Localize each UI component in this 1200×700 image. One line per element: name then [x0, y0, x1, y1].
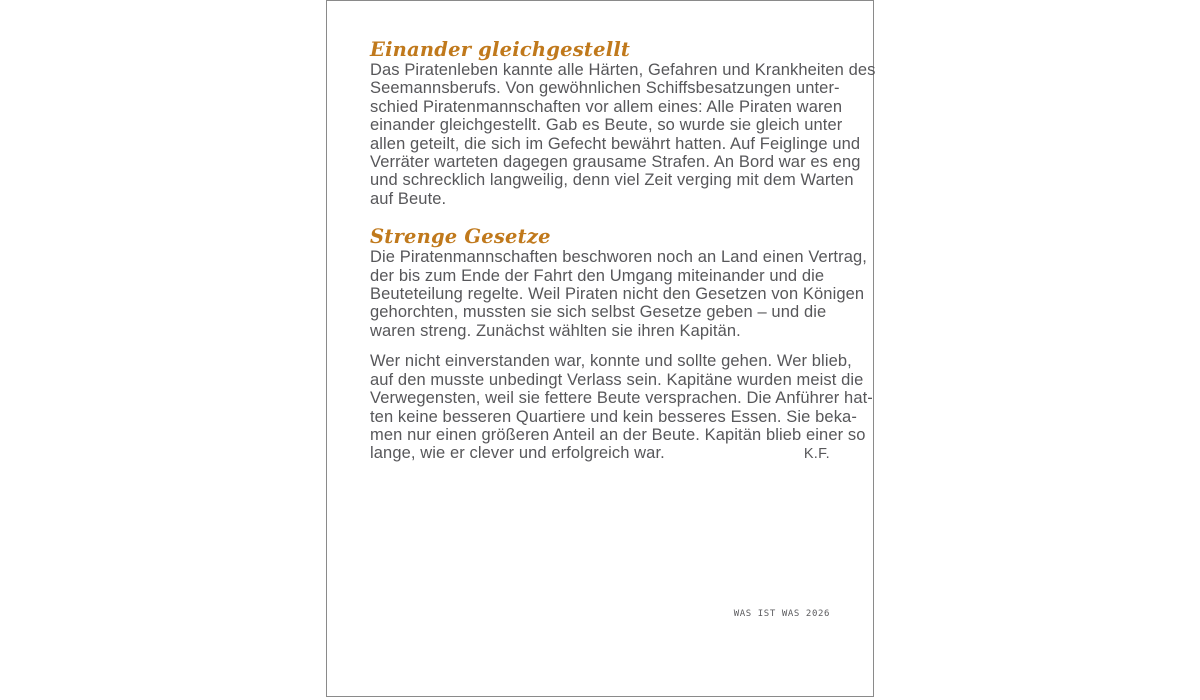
text-line: und schrecklich langweilig, denn viel Zeit verging mit dem Warten	[370, 171, 854, 190]
text-line: lange, wie er clever und erfolgreich war.	[370, 444, 665, 463]
text-line: gehorchten, mussten sie sich selbst Gesetze geben – und die	[370, 303, 827, 322]
section-heading: Einander gleichgestellt	[370, 38, 631, 61]
text-line: Beuteteilung regelte. Weil Piraten nicht den Gesetzen von Königen	[370, 285, 865, 304]
section-heading: Strenge Gesetze	[370, 225, 551, 249]
section-equal-rights	[370, 38, 876, 208]
text-line: Verräter warteten dagegen grausame Strafen. An Bord war es eng	[370, 153, 861, 172]
last-line-row	[370, 444, 830, 463]
calendar-page	[326, 0, 874, 697]
text-line: schied Piratenmannschaften vor allem eines: Alle Piraten waren	[370, 97, 843, 116]
text-line: Seemannsberufs. Von gewöhnlichen Schiffsbesatzungen unter-	[370, 79, 840, 98]
section-strict-laws	[370, 225, 867, 340]
text-line: Verwegensten, weil sie fettere Beute versprachen. Die Anführer hat-	[370, 389, 873, 408]
text-line: auf den musste unbedingt Verlass sein. Kapitäne wurden meist die	[370, 370, 864, 389]
paragraph	[370, 61, 876, 208]
text-line: auf Beute.	[370, 189, 447, 208]
page-content	[327, 1, 876, 464]
text-line: allen geteilt, die sich im Gefecht bewährt hatten. Auf Feiglinge und	[370, 134, 861, 153]
text-line: ten keine besseren Quartiere und kein besseres Essen. Sie beka-	[370, 407, 857, 426]
text-line: der bis zum Ende der Fahrt den Umgang miteinander und die	[370, 266, 825, 285]
paragraph	[370, 248, 867, 340]
author-initials: K.F.	[803, 446, 830, 463]
text-line: waren streng. Zunächst wählten sie ihren Kapitän.	[370, 321, 741, 340]
text-line: Die Piratenmannschaften beschworen noch an Land einen Vertrag,	[370, 248, 867, 267]
footer-brand: WAS IST WAS 2026	[733, 609, 830, 619]
text-line: einander gleichgestellt. Gab es Beute, so wurde sie gleich unter	[370, 116, 843, 135]
text-line: men nur einen größeren Anteil an der Beute. Kapitän blieb einer so	[370, 425, 866, 444]
paragraph-captains	[370, 352, 873, 463]
text-line: Wer nicht einverstanden war, konnte und sollte gehen. Wer blieb,	[370, 352, 852, 371]
text-line: Das Piratenleben kannte alle Härten, Gefahren und Krankheiten des	[370, 61, 876, 79]
